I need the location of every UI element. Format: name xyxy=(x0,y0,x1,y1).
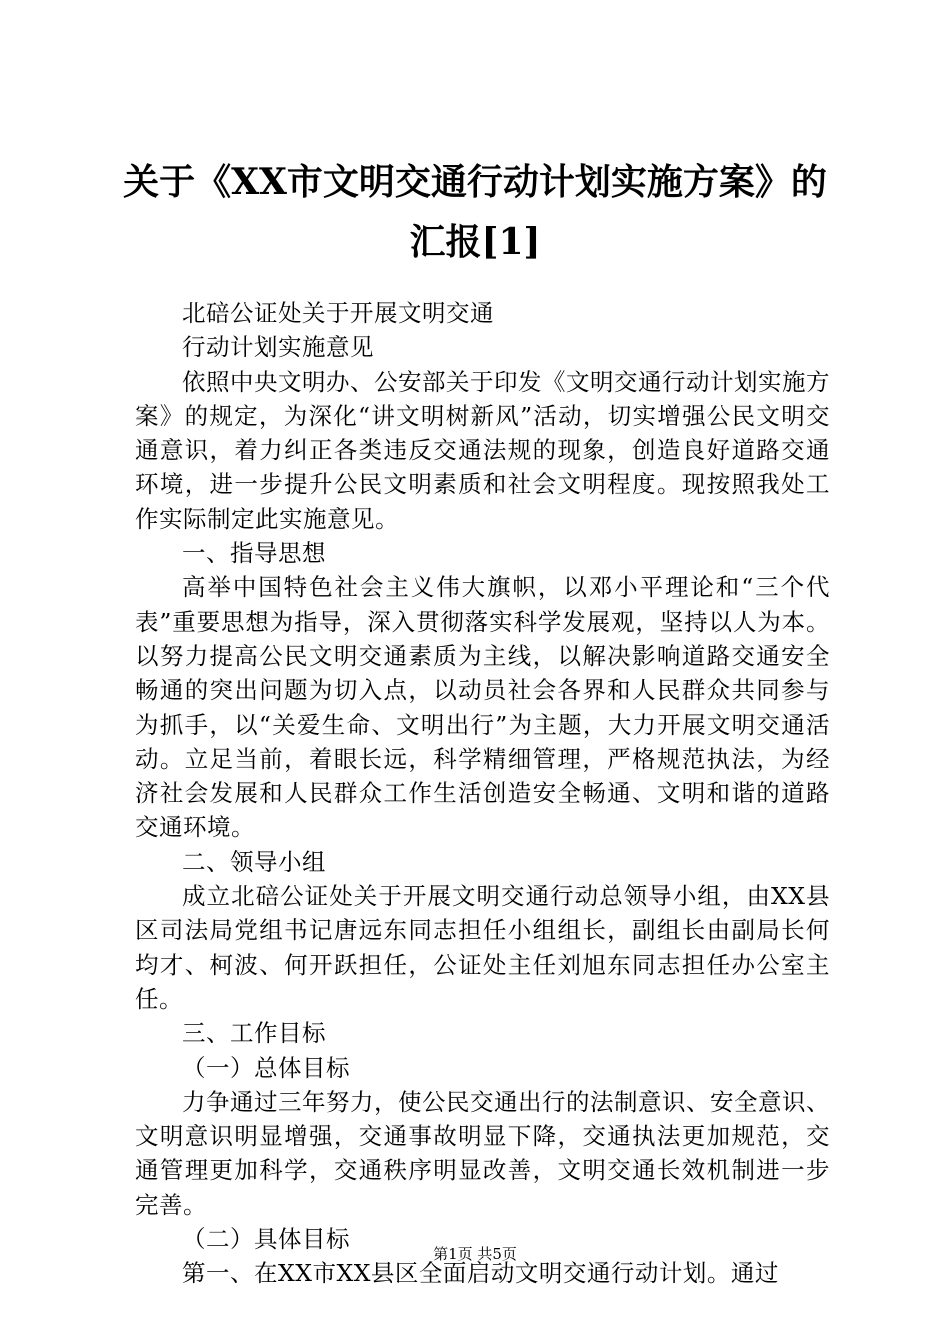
paragraph-heading-subject: 行动计划实施意见 xyxy=(182,333,374,362)
section-heading-work-goals: 三、工作目标 xyxy=(182,1019,326,1048)
document-title-line-1: 关于《XX市文明交通行动计划实施方案》的 xyxy=(123,161,827,203)
paragraph-leadership-group: 成立北碚公证处关于开展文明交通行动总领导小组，由XX县区司法局党组书记唐远东同志担任小组组长，副组长由副局长何均才、柯波、何开跃担任，公证处主任刘旭东同志担任办公室主任。 xyxy=(135,882,830,1013)
subsection-heading-specific-goals: （二）具体目标 xyxy=(182,1225,350,1254)
paragraph-intro: 依照中央文明办、公安部关于印发《文明交通行动计划实施方案》的规定，为深化“讲文明树新风”活动，切实增强公民文明交通意识，着力纠正各类违反交通法规的现象，创造良好道路交通环境，进一步提升公民文明素质和社会文明程度。现按照我处工作实际制定此实施意见。 xyxy=(135,367,830,533)
section-heading-guiding-ideology: 一、指导思想 xyxy=(182,539,326,568)
paragraph-overall-goals: 力争通过三年努力，使公民交通出行的法制意识、安全意识、文明意识明显增强，交通事故明显下降，交通执法更加规范，交通管理更加科学，交通秩序明显改善，文明交通长效机制进一步完善。 xyxy=(135,1087,830,1219)
page-number-footer: 第1页 共5页 xyxy=(433,1245,517,1263)
paragraph-guiding-ideology: 高举中国特色社会主义伟大旗帜，以邓小平理论和“三个代表”重要思想为指导，深入贯彻落实科学发展观，坚持以人为本。以努力提高公民文明交通素质为主线，以解决影响道路交通安全畅通的突出问题为切入点，以动员社会各界和人民群众共同参与为抓手，以“关爱生命、文明出行”为主题，大力开展文明交通活动。立足当前，着眼长远，科学精细管理，严格规范执法，为经济社会发展和人民群众工作生活创造安全畅通、文明和谐的道路交通环境。 xyxy=(135,573,830,842)
paragraph-heading-org: 北碚公证处关于开展文明交通 xyxy=(182,299,494,327)
section-heading-leadership-group: 二、领导小组 xyxy=(182,847,326,876)
paragraph-specific-goals: 第一、在XX市XX县区全面启动文明交通行动计划。通过 xyxy=(182,1259,779,1288)
subsection-heading-overall-goals: （一）总体目标 xyxy=(182,1053,350,1082)
document-body xyxy=(135,296,830,1291)
document-title-line-2: 汇报[1] xyxy=(409,221,541,263)
